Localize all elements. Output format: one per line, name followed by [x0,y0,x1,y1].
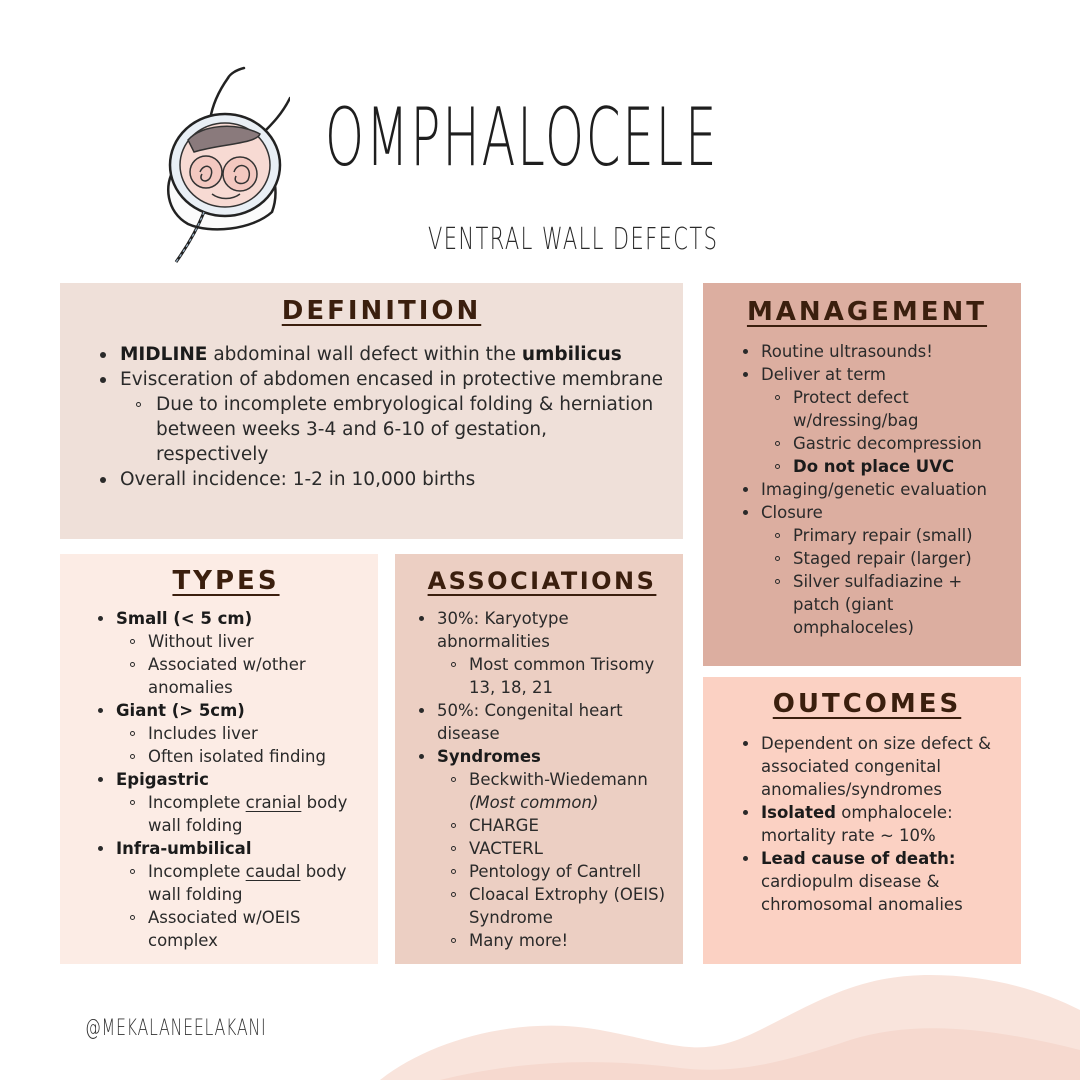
types-card [60,554,378,964]
associations-heading: ASSOCIATIONS [427,567,657,595]
associations-card [395,554,683,964]
list-item: Incomplete caudal body wall folding [130,860,370,906]
definition-list [100,342,663,492]
list-item: Silver sulfadiazine + patch (giant omphaloceles) [775,570,1011,639]
list-item: Staged repair (larger) [775,547,1011,570]
list-item: Epigastric Incomplete cranial body wall folding [98,768,370,837]
list-item: Evisceration of abdomen encased in protective membrane Due to incomplete embryological folding & herniation between weeks 3-4 and 6-10 of gestation, respectively [100,367,663,467]
list-item: Dependent on size defect & associated congenital anomalies/syndromes [743,732,1011,801]
types-heading: TYPES [172,566,280,596]
definition-heading: DEFINITION [281,296,482,326]
list-item: Without liver [130,630,370,653]
list-item: Isolated omphalocele: mortality rate ~ 10% [743,801,1011,847]
list-item: Closure Primary repair (small) Staged repair (larger) Silver sulfadiazine + patch (giant omphaloceles) [743,501,1011,639]
management-list [743,340,1011,639]
list-item: 50%: Congenital heart disease [419,699,677,745]
outcomes-list [743,732,1011,916]
list-item: Do not place UVC [775,455,1011,478]
definition-card [60,283,683,539]
list-item: Beckwith-Wiedemann (Most common) [451,768,677,814]
list-item: Primary repair (small) [775,524,1011,547]
list-item: Lead cause of death: cardiopulm disease & chromosomal anomalies [743,847,1011,916]
header [0,0,1080,280]
list-item: Most common Trisomy 13, 18, 21 [451,653,677,699]
list-item: Pentology of Cantrell [451,860,677,883]
list-item: Includes liver [130,722,370,745]
list-item: MIDLINE abdominal wall defect within the umbilicus [100,342,663,367]
list-item: Cloacal Extrophy (OEIS) Syndrome [451,883,677,929]
list-item: Many more! [451,929,677,952]
associations-list [419,607,677,952]
list-item: 30%: Karyotype abnormalities Most common Trisomy 13, 18, 21 [419,607,677,699]
list-item: Incomplete cranial body wall folding [130,791,370,837]
author-handle: @MEKALANEELAKANI [85,1016,267,1041]
list-item: Often isolated finding [130,745,370,768]
list-item: CHARGE [451,814,677,837]
list-item: Due to incomplete embryological folding & herniation between weeks 3-4 and 6-10 of gestation, respectively [136,392,663,467]
list-item: Gastric decompression [775,432,1011,455]
list-item: Syndromes Beckwith-Wiedemann (Most common) CHARGE VACTERL Pentology of Cantrell Cloacal Extrophy (OEIS) Syndrome Many more! [419,745,677,952]
list-item: Protect defect w/dressing/bag [775,386,1011,432]
list-item: Small (< 5 cm) Without liver Associated w/other anomalies [98,607,370,699]
list-item: Infra-umbilical Incomplete caudal body wall folding Associated w/OEIS complex [98,837,370,952]
list-item: Associated w/OEIS complex [130,906,370,952]
list-item: Overall incidence: 1-2 in 10,000 births [100,467,663,492]
list-item: VACTERL [451,837,677,860]
page-title: OMPHALOCELE [325,91,719,184]
management-heading: MANAGEMENT [746,297,988,327]
omphalocele-illustration-icon [160,62,290,267]
list-item: Imaging/genetic evaluation [743,478,1011,501]
page-subtitle: VENTRAL WALL DEFECTS [428,222,719,257]
management-card [703,283,1021,666]
list-item: Giant (> 5cm) Includes liver Often isolated finding [98,699,370,768]
list-item: Deliver at term Protect defect w/dressing/bag Gastric decompression Do not place UVC [743,363,1011,478]
outcomes-heading: OUTCOMES [772,689,962,719]
types-list [98,607,370,952]
list-item: Associated w/other anomalies [130,653,370,699]
list-item: Routine ultrasounds! [743,340,1011,363]
outcomes-card [703,677,1021,964]
